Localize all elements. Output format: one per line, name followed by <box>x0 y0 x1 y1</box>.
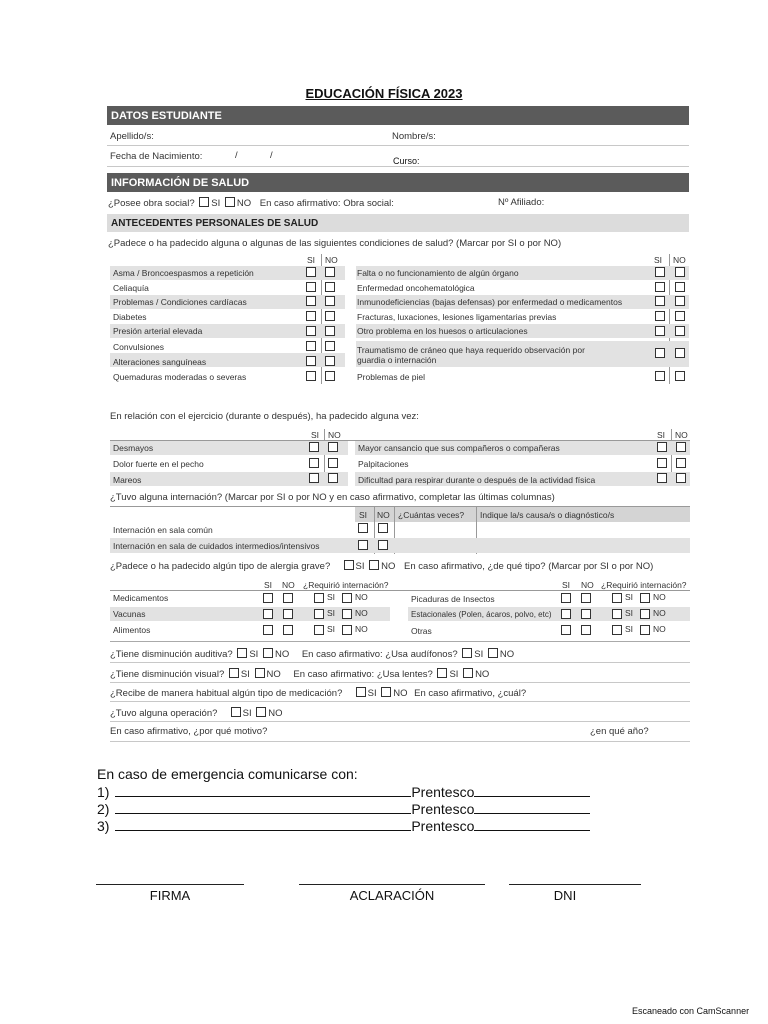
internment-required-no-checkbox[interactable] <box>640 625 650 635</box>
no-label: NO <box>236 198 252 209</box>
si-label: SI <box>449 669 459 680</box>
allergy-no-checkbox[interactable] <box>283 625 293 635</box>
hearing-si-checkbox[interactable] <box>237 648 247 658</box>
internment-no-checkbox[interactable] <box>378 523 388 533</box>
condition-si-checkbox[interactable] <box>655 311 665 321</box>
condition-label: Quemaduras moderadas o severas <box>113 372 247 382</box>
relationship-label: Prentesco <box>411 784 475 800</box>
condition-no-checkbox[interactable] <box>325 282 335 292</box>
vision-si-checkbox[interactable] <box>229 668 239 678</box>
allergy-si-checkbox[interactable] <box>263 625 273 635</box>
condition-label: Falta o no funcionamiento de algún órgano <box>357 268 519 278</box>
exercise-label: Palpitaciones <box>358 459 409 469</box>
health-section-header: INFORMACIÓN DE SALUD <box>107 173 689 192</box>
page-title: EDUCACIÓN FÍSICA 2023 <box>305 86 463 101</box>
col-si-label: SI <box>562 580 571 590</box>
condition-no-checkbox[interactable] <box>675 282 685 292</box>
condition-no-checkbox[interactable] <box>675 371 685 381</box>
condition-no-checkbox[interactable] <box>325 311 335 321</box>
operation-no-checkbox[interactable] <box>256 707 266 717</box>
condition-si-checkbox[interactable] <box>306 267 316 277</box>
hearing-no-checkbox[interactable] <box>263 648 273 658</box>
internment-si-checkbox[interactable] <box>358 523 368 533</box>
exercise-no-checkbox[interactable] <box>676 458 686 468</box>
emergency-line <box>97 818 590 834</box>
internment-required-si-checkbox[interactable] <box>612 609 622 619</box>
surname-label: Apellido/s: <box>110 131 154 142</box>
allergy-label: Estacionales (Polen, ácaros, polvo, etc) <box>411 610 552 619</box>
no-label: NO <box>381 561 396 572</box>
col-req-label: ¿Requirió internación? <box>303 580 389 590</box>
no-label: NO <box>355 624 368 634</box>
si-label: SI <box>625 608 634 618</box>
internment-required-no-checkbox[interactable] <box>640 593 650 603</box>
si-label: SI <box>625 592 634 602</box>
condition-label: Celiaquía <box>113 283 149 293</box>
condition-label: Diabetes <box>113 312 147 322</box>
condition-no-checkbox[interactable] <box>325 267 335 277</box>
col-si-label: SI <box>307 255 316 265</box>
col-no-label: NO <box>675 430 688 440</box>
exercise-label: Desmayos <box>113 443 154 453</box>
insurance-row <box>108 197 394 209</box>
affiliate-label: Nº Afiliado: <box>498 197 545 208</box>
reason-label: En caso afirmativo, ¿por qué motivo? <box>110 726 268 737</box>
allergy-no-checkbox[interactable] <box>369 560 379 570</box>
contact-name-field[interactable] <box>115 813 411 814</box>
condition-no-checkbox[interactable] <box>675 348 685 358</box>
operation-si-checkbox[interactable] <box>231 707 241 717</box>
internment-required-si-checkbox[interactable] <box>314 593 324 603</box>
allergy-si-checkbox[interactable] <box>263 609 273 619</box>
condition-label: Alteraciones sanguíneas <box>113 357 207 367</box>
si-label: SI <box>474 649 484 660</box>
condition-no-checkbox[interactable] <box>325 296 335 306</box>
vision-row <box>110 668 489 680</box>
exercise-question: En relación con el ejercicio (durante o después), ha padecido alguna vez: <box>110 411 419 422</box>
si-label: SI <box>327 592 336 602</box>
internment-question: ¿Tuvo alguna internación? (Marcar por SI o por NO y en caso afirmativo, completar las últimas columnas) <box>110 492 555 503</box>
condition-si-checkbox[interactable] <box>655 282 665 292</box>
si-label: SI <box>355 561 365 572</box>
condition-label: guardia o internación <box>357 355 437 365</box>
emergency-number: 2) <box>97 801 110 817</box>
col-no-label: NO <box>282 580 295 590</box>
antecedents-header: ANTECEDENTES PERSONALES DE SALUD <box>107 214 689 232</box>
condition-no-checkbox[interactable] <box>325 326 335 336</box>
dni-line[interactable] <box>509 884 641 885</box>
condition-label: Otro problema en los huesos o articulaciones <box>357 326 528 336</box>
emergency-number: 3) <box>97 818 110 834</box>
condition-label: Presión arterial elevada <box>113 326 203 336</box>
emergency-title: En caso de emergencia comunicarse con: <box>97 766 358 782</box>
internment-required-no-checkbox[interactable] <box>342 593 352 603</box>
allergy-question: ¿Padece o ha padecido algún tipo de alergia grave? <box>110 561 331 572</box>
hearing-aid-no-checkbox[interactable] <box>488 648 498 658</box>
relationship-label: Prentesco <box>411 818 475 834</box>
exercise-no-checkbox[interactable] <box>328 473 338 483</box>
condition-si-checkbox[interactable] <box>655 267 665 277</box>
birth-date-slash: / <box>270 150 273 161</box>
condition-si-checkbox[interactable] <box>306 296 316 306</box>
no-label: NO <box>355 592 368 602</box>
year-label: ¿en qué año? <box>590 726 649 737</box>
col-no-label: NO <box>673 255 686 265</box>
condition-no-checkbox[interactable] <box>325 356 335 366</box>
si-label: SI <box>327 624 336 634</box>
condition-label: Inmunodeficiencias (bajas defensas) por enfermedad o medicamentos <box>357 297 623 307</box>
col-no-label: NO <box>377 510 390 520</box>
internment-required-si-checkbox[interactable] <box>612 593 622 603</box>
firma-label: FIRMA <box>149 888 191 903</box>
internment-required-si-checkbox[interactable] <box>314 609 324 619</box>
allergy-label: Otras <box>411 626 432 636</box>
no-label: NO <box>274 649 290 660</box>
condition-no-checkbox[interactable] <box>675 267 685 277</box>
internment-no-checkbox[interactable] <box>378 540 388 550</box>
exercise-label: Dolor fuerte en el pecho <box>113 459 204 469</box>
aclaracion-label: ACLARACIÓN <box>349 888 435 903</box>
allergy-row <box>110 560 653 572</box>
exercise-no-checkbox[interactable] <box>676 473 686 483</box>
condition-no-checkbox[interactable] <box>325 341 335 351</box>
medication-si-checkbox[interactable] <box>356 687 366 697</box>
allergy-si-checkbox[interactable] <box>561 625 571 635</box>
glasses-no-checkbox[interactable] <box>463 668 473 678</box>
allergy-no-checkbox[interactable] <box>581 609 591 619</box>
no-label: NO <box>355 608 368 618</box>
medication-case-label: En caso afirmativo, ¿cuál? <box>414 688 527 699</box>
no-label: NO <box>653 592 666 602</box>
dni-label: DNI <box>553 888 577 903</box>
condition-si-checkbox[interactable] <box>655 296 665 306</box>
relationship-field[interactable] <box>474 830 590 831</box>
allergy-label: Vacunas <box>113 609 146 619</box>
vision-case-label: En caso afirmativo: ¿Usa lentes? <box>293 669 433 680</box>
internment-required-no-checkbox[interactable] <box>342 625 352 635</box>
si-label: SI <box>327 608 336 618</box>
course-label: Curso: <box>393 156 420 166</box>
condition-no-checkbox[interactable] <box>675 296 685 306</box>
condition-label: Traumatismo de cráneo que haya requerido observación por <box>357 345 585 355</box>
internment-label: Internación en sala común <box>113 525 213 535</box>
col-si-label: SI <box>264 580 273 590</box>
insurance-no-checkbox[interactable] <box>225 197 235 207</box>
allergy-label: Picaduras de Insectos <box>411 594 495 604</box>
condition-si-checkbox[interactable] <box>306 371 316 381</box>
allergy-no-checkbox[interactable] <box>283 593 293 603</box>
col-no-label: NO <box>325 255 338 265</box>
exercise-label: Mareos <box>113 475 142 485</box>
exercise-si-checkbox[interactable] <box>657 458 667 468</box>
col-si-label: SI <box>311 430 320 440</box>
internment-required-si-checkbox[interactable] <box>612 625 622 635</box>
condition-no-checkbox[interactable] <box>325 371 335 381</box>
relationship-field[interactable] <box>474 796 590 797</box>
no-label: NO <box>393 688 408 699</box>
col-si-label: SI <box>654 255 663 265</box>
no-label: NO <box>653 624 666 634</box>
clarification-line[interactable] <box>299 884 485 885</box>
condition-label: Problemas de piel <box>357 372 426 382</box>
allergy-si-checkbox[interactable] <box>561 609 571 619</box>
col-no-label: NO <box>328 430 341 440</box>
allergy-label: Alimentos <box>113 625 151 635</box>
si-label: SI <box>367 688 377 699</box>
hearing-case-label: En caso afirmativo: ¿Usa audífonos? <box>301 649 458 660</box>
vision-no-checkbox[interactable] <box>255 668 265 678</box>
allergy-no-checkbox[interactable] <box>581 625 591 635</box>
si-label: SI <box>625 624 634 634</box>
medication-row <box>110 687 526 699</box>
glasses-si-checkbox[interactable] <box>437 668 447 678</box>
internment-required-no-checkbox[interactable] <box>342 609 352 619</box>
condition-si-checkbox[interactable] <box>306 311 316 321</box>
exercise-si-checkbox[interactable] <box>309 458 319 468</box>
exercise-si-checkbox[interactable] <box>309 473 319 483</box>
no-label: NO <box>266 669 281 680</box>
signature-line[interactable] <box>96 884 244 885</box>
emergency-line <box>97 801 590 817</box>
insurance-case-label: En caso afirmativo: Obra social: <box>259 198 394 209</box>
insurance-question: ¿Posee obra social? <box>108 198 195 209</box>
col-si-label: SI <box>359 510 368 520</box>
operation-question: ¿Tuvo alguna operación? <box>110 708 218 719</box>
internment-si-checkbox[interactable] <box>358 540 368 550</box>
hearing-row <box>110 648 514 660</box>
operation-row <box>110 707 283 719</box>
col-si-label: SI <box>657 430 666 440</box>
internment-label: Internación en sala de cuidados intermedios/intensivos <box>113 541 320 551</box>
allergy-si-checkbox[interactable] <box>263 593 273 603</box>
student-section-header: DATOS ESTUDIANTE <box>107 106 689 125</box>
no-label: NO <box>268 708 283 719</box>
si-label: SI <box>211 198 221 209</box>
emergency-line <box>97 784 590 800</box>
col-no-label: NO <box>581 580 594 590</box>
si-label: SI <box>240 669 250 680</box>
exercise-si-checkbox[interactable] <box>309 442 319 452</box>
condition-si-checkbox[interactable] <box>655 326 665 336</box>
condition-si-checkbox[interactable] <box>655 371 665 381</box>
col-req-label: ¿Requirió internación? <box>601 580 687 590</box>
exercise-label: Dificultad para respirar durante o después de la actividad física <box>358 475 596 485</box>
internment-required-si-checkbox[interactable] <box>314 625 324 635</box>
no-label: NO <box>499 649 515 660</box>
allergy-si-checkbox[interactable] <box>344 560 354 570</box>
relationship-field[interactable] <box>474 813 590 814</box>
hearing-question: ¿Tiene disminución auditiva? <box>110 649 233 660</box>
birth-date-slash: / <box>235 150 238 161</box>
col-cause-label: Indique la/s causa/s o diagnóstico/s <box>480 510 615 520</box>
exercise-si-checkbox[interactable] <box>657 442 667 452</box>
exercise-label: Mayor cansancio que sus compañeros o compañeras <box>358 443 560 453</box>
name-label: Nombre/s: <box>392 131 436 142</box>
condition-label: Enfermedad oncohematológica <box>357 283 475 293</box>
condition-label: Problemas / Condiciones cardíacas <box>113 297 247 307</box>
exercise-si-checkbox[interactable] <box>657 473 667 483</box>
exercise-no-checkbox[interactable] <box>328 458 338 468</box>
col-times-label: ¿Cuántas veces? <box>398 510 465 520</box>
allergy-no-checkbox[interactable] <box>581 593 591 603</box>
antecedents-question: ¿Padece o ha padecido alguna o algunas de las siguientes condiciones de salud? (Marcar por SI o por NO) <box>108 238 562 249</box>
relationship-label: Prentesco <box>411 801 475 817</box>
medication-question: ¿Recibe de manera habitual algún tipo de medicación? <box>110 688 343 699</box>
vision-question: ¿Tiene disminución visual? <box>110 669 225 680</box>
medication-no-checkbox[interactable] <box>381 687 391 697</box>
contact-name-field[interactable] <box>115 796 411 797</box>
allergy-case-label: En caso afirmativo, ¿de qué tipo? (Marcar por SI o por NO) <box>404 561 654 572</box>
no-label: NO <box>653 608 666 618</box>
emergency-number: 1) <box>97 784 110 800</box>
allergy-label: Medicamentos <box>113 593 169 603</box>
exercise-no-checkbox[interactable] <box>676 442 686 452</box>
condition-si-checkbox[interactable] <box>655 348 665 358</box>
condition-si-checkbox[interactable] <box>306 356 316 366</box>
allergy-no-checkbox[interactable] <box>283 609 293 619</box>
si-label: SI <box>249 649 259 660</box>
condition-no-checkbox[interactable] <box>675 326 685 336</box>
condition-no-checkbox[interactable] <box>675 311 685 321</box>
condition-label: Convulsiones <box>113 342 165 352</box>
condition-si-checkbox[interactable] <box>306 326 316 336</box>
insurance-si-checkbox[interactable] <box>199 197 209 207</box>
exercise-no-checkbox[interactable] <box>328 442 338 452</box>
scanner-footer: Escaneado con CamScanner <box>632 1006 750 1016</box>
birth-date-label: Fecha de Nacimiento: <box>110 151 203 162</box>
hearing-aid-si-checkbox[interactable] <box>462 648 472 658</box>
condition-si-checkbox[interactable] <box>306 282 316 292</box>
condition-si-checkbox[interactable] <box>306 341 316 351</box>
allergy-si-checkbox[interactable] <box>561 593 571 603</box>
condition-label: Asma / Broncoespasmos a repetición <box>113 268 254 278</box>
no-label: NO <box>475 669 490 680</box>
condition-label: Fracturas, luxaciones, lesiones ligamentarias previas <box>357 312 557 322</box>
contact-name-field[interactable] <box>115 830 411 831</box>
internment-required-no-checkbox[interactable] <box>640 609 650 619</box>
si-label: SI <box>242 708 252 719</box>
